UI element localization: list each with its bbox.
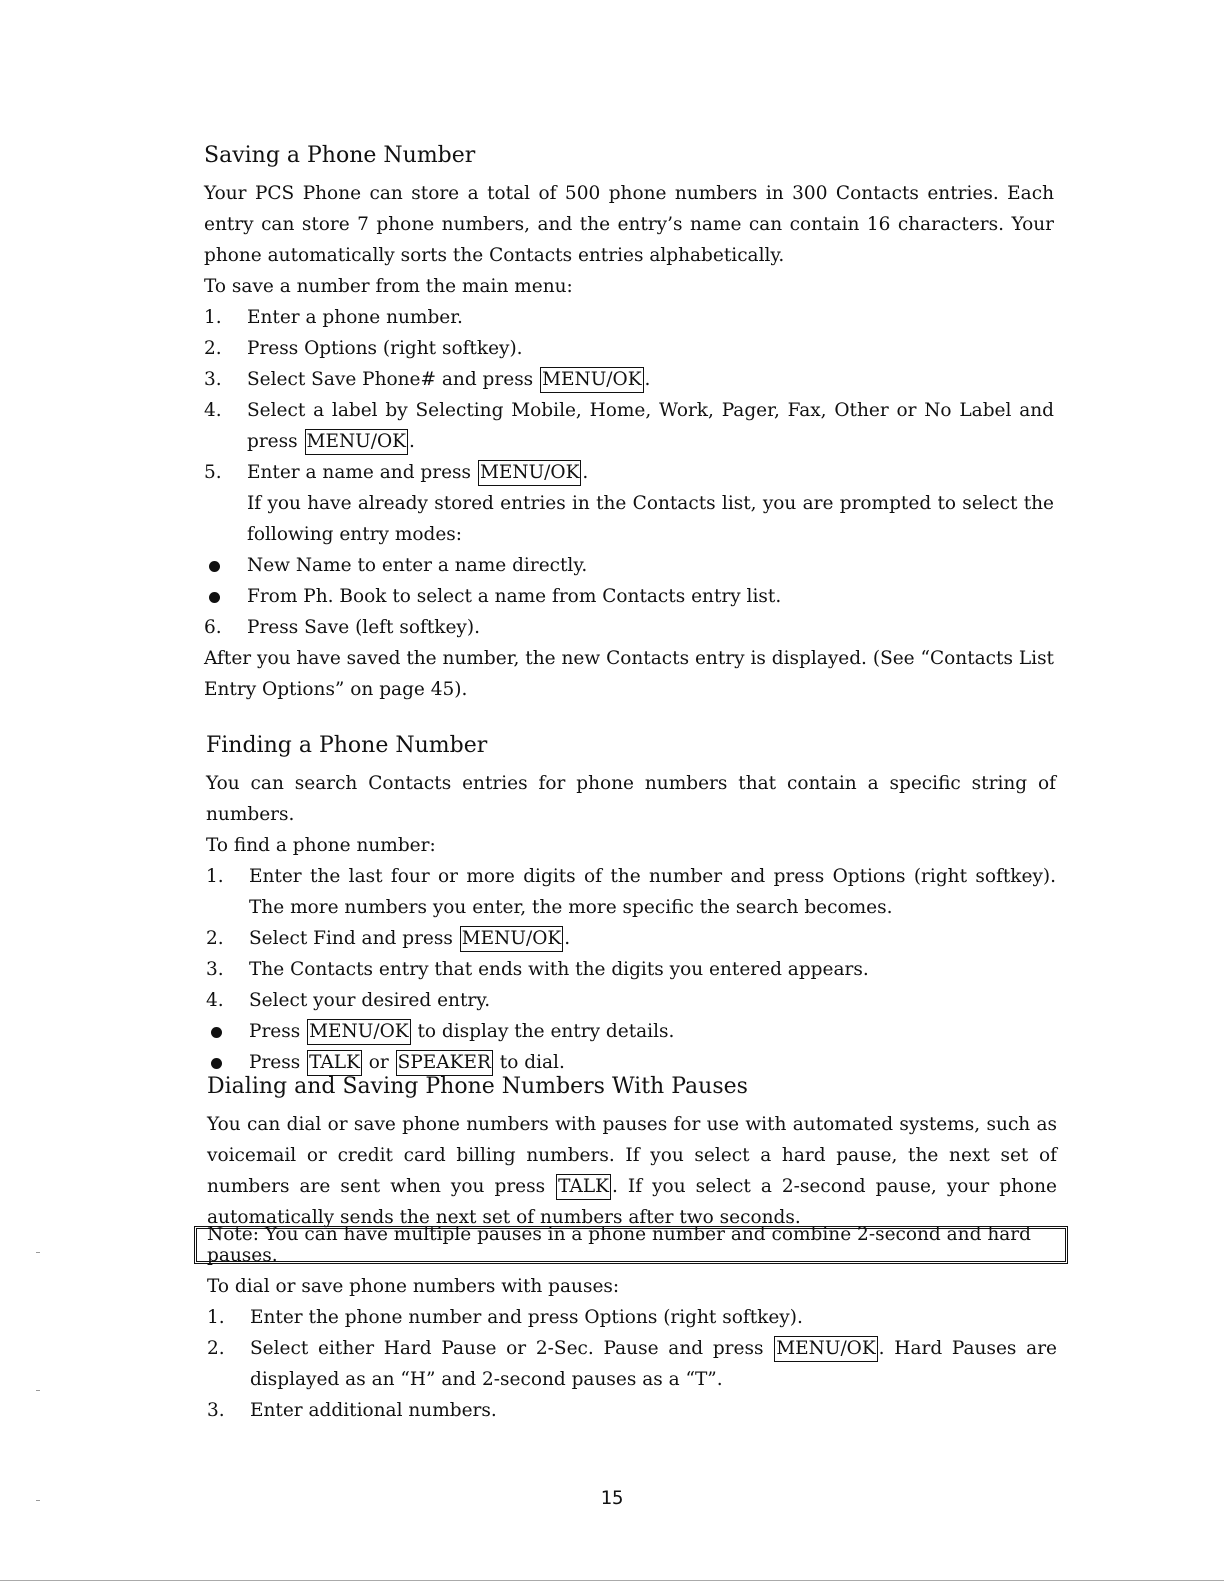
- menu-ok-key: MENU/OK: [540, 367, 643, 393]
- bullet-text: Press: [249, 1021, 307, 1042]
- step-item: [207, 1302, 1057, 1333]
- step-item: [206, 923, 1056, 954]
- note-box: [194, 1226, 1068, 1264]
- step-number: 2.: [206, 928, 224, 949]
- bullet-text-end: to dial.: [493, 1052, 565, 1073]
- menu-ok-key: MENU/OK: [307, 1019, 410, 1045]
- step-number: 3.: [204, 369, 222, 390]
- step-item: [204, 457, 1054, 488]
- section-finding: [206, 730, 1056, 1078]
- speaker-key: SPEAKER: [396, 1050, 493, 1076]
- section-intro: [207, 1109, 1057, 1233]
- bullet-text: New Name to enter a name directly.: [247, 555, 588, 576]
- step-text: Select Find and press: [249, 928, 459, 949]
- bullet-item: [204, 581, 1054, 612]
- step-text-end: .: [408, 431, 415, 452]
- step-number: 4.: [204, 400, 222, 421]
- step-item: [207, 1333, 1057, 1395]
- bullet-icon: [211, 1058, 222, 1069]
- section-pauses-steps: [207, 1271, 1057, 1426]
- step-text: Select Save Phone# and press: [247, 369, 540, 390]
- section-title: Dialing and Saving Phone Numbers With Pauses: [207, 1074, 748, 1099]
- step-text: Select either Hard Pause or 2-Sec. Pause and press: [250, 1338, 774, 1359]
- page-number: 15: [600, 1487, 624, 1509]
- step-number: 1.: [206, 866, 224, 887]
- bullet-text: From Ph. Book to select a name from Contacts entry list.: [247, 586, 782, 607]
- step-item: [206, 985, 1056, 1016]
- step-number: 2.: [204, 338, 222, 359]
- step-text-end: .: [582, 462, 589, 483]
- step-number: 5.: [204, 462, 222, 483]
- step-text: The Contacts entry that ends with the digits you entered appears.: [249, 959, 869, 980]
- scan-mark: [36, 1500, 40, 1501]
- step-item: [206, 861, 1056, 923]
- step-item: [204, 333, 1054, 364]
- talk-key: TALK: [556, 1174, 611, 1200]
- step-text: Enter the last four or more digits of the number and press Options (right softkey). The more numbers you enter, the more specific the search becomes.: [249, 866, 1056, 918]
- note-text: Note: You can have multiple pauses in a phone number and combine 2-second and hard pauses.: [207, 1224, 1031, 1266]
- bullet-text: Press: [249, 1052, 307, 1073]
- menu-ok-key: MENU/OK: [478, 460, 581, 486]
- section-intro: You can search Contacts entries for phone numbers that contain a specific string of numbers.: [206, 773, 1056, 825]
- bullet-text-mid: or: [362, 1052, 395, 1073]
- scan-mark: [36, 1252, 40, 1253]
- menu-ok-key: MENU/OK: [774, 1336, 877, 1362]
- section-lead: To dial or save phone numbers with pauses:: [207, 1276, 620, 1297]
- step-text: Select a label by Selecting Mobile, Home, Work, Pager, Fax, Other or No Label and press: [247, 400, 1054, 452]
- step-item: [204, 395, 1054, 457]
- step-text-end: .: [564, 928, 571, 949]
- section-title: Saving a Phone Number: [204, 143, 476, 168]
- step-item: [206, 954, 1056, 985]
- section-intro: Your PCS Phone can store a total of 500 phone numbers in 300 Contacts entries. Each entry can store 7 phone numbers, and the entry’s name can contain 16 characters. Your phone automatically sorts the Contacts entries alphabetically.: [204, 183, 1054, 266]
- section-pauses: [207, 1071, 1057, 1233]
- section-outro: After you have saved the number, the new Contacts entry is displayed. (See “Contacts List Entry Options” on page 45).: [204, 648, 1054, 700]
- step-text: Select your desired entry.: [249, 990, 491, 1011]
- bullet-icon: [209, 592, 220, 603]
- step-text: Press Options (right softkey).: [247, 338, 523, 359]
- step-text-end: .: [644, 369, 651, 390]
- step-number: 2.: [207, 1338, 225, 1359]
- section-lead: To save a number from the main menu:: [204, 276, 573, 297]
- step-item: [204, 364, 1054, 395]
- step-item: [204, 302, 1054, 333]
- section-saving: [204, 140, 1054, 705]
- menu-ok-key: MENU/OK: [305, 429, 408, 455]
- step-number: 3.: [206, 959, 224, 980]
- talk-key: TALK: [307, 1050, 362, 1076]
- step-number: 4.: [206, 990, 224, 1011]
- step-item: [204, 612, 1054, 643]
- menu-ok-key: MENU/OK: [460, 926, 563, 952]
- step-text: Enter a phone number.: [247, 307, 463, 328]
- section-title: Finding a Phone Number: [206, 733, 488, 758]
- step-item: [207, 1395, 1057, 1426]
- step-number: 6.: [204, 617, 222, 638]
- intro-text-end: . If you select a 2-second pause, your phone automatically sends the next set of numbers after two seconds.: [207, 1176, 1057, 1228]
- bullet-text-end: to display the entry details.: [411, 1021, 675, 1042]
- step-number: 1.: [207, 1307, 225, 1328]
- bullet-icon: [211, 1027, 222, 1038]
- bullet-item: [204, 550, 1054, 581]
- section-lead: To find a phone number:: [206, 835, 436, 856]
- step-number: 1.: [204, 307, 222, 328]
- step-text-end: . Hard Pauses are displayed as an “H” and 2-second pauses as a “T”.: [250, 1338, 1057, 1390]
- intro-text: You can dial or save phone numbers with pauses for use with automated systems, such as voicemail or credit card billing numbers. If you select a hard pause, the next set of numbers are sent when you press: [207, 1114, 1057, 1197]
- step-text: Press Save (left softkey).: [247, 617, 480, 638]
- step-number: 3.: [207, 1400, 225, 1421]
- bullet-item: [206, 1016, 1056, 1047]
- bullet-icon: [209, 561, 220, 572]
- scan-mark: [36, 1390, 40, 1391]
- step-note: If you have already stored entries in the Contacts list, you are prompted to select the following entry modes:: [247, 493, 1054, 545]
- step-text: Enter a name and press: [247, 462, 477, 483]
- step-text: Enter the phone number and press Options (right softkey).: [250, 1307, 803, 1328]
- page-edge: [0, 1580, 1224, 1581]
- step-text: Enter additional numbers.: [250, 1400, 497, 1421]
